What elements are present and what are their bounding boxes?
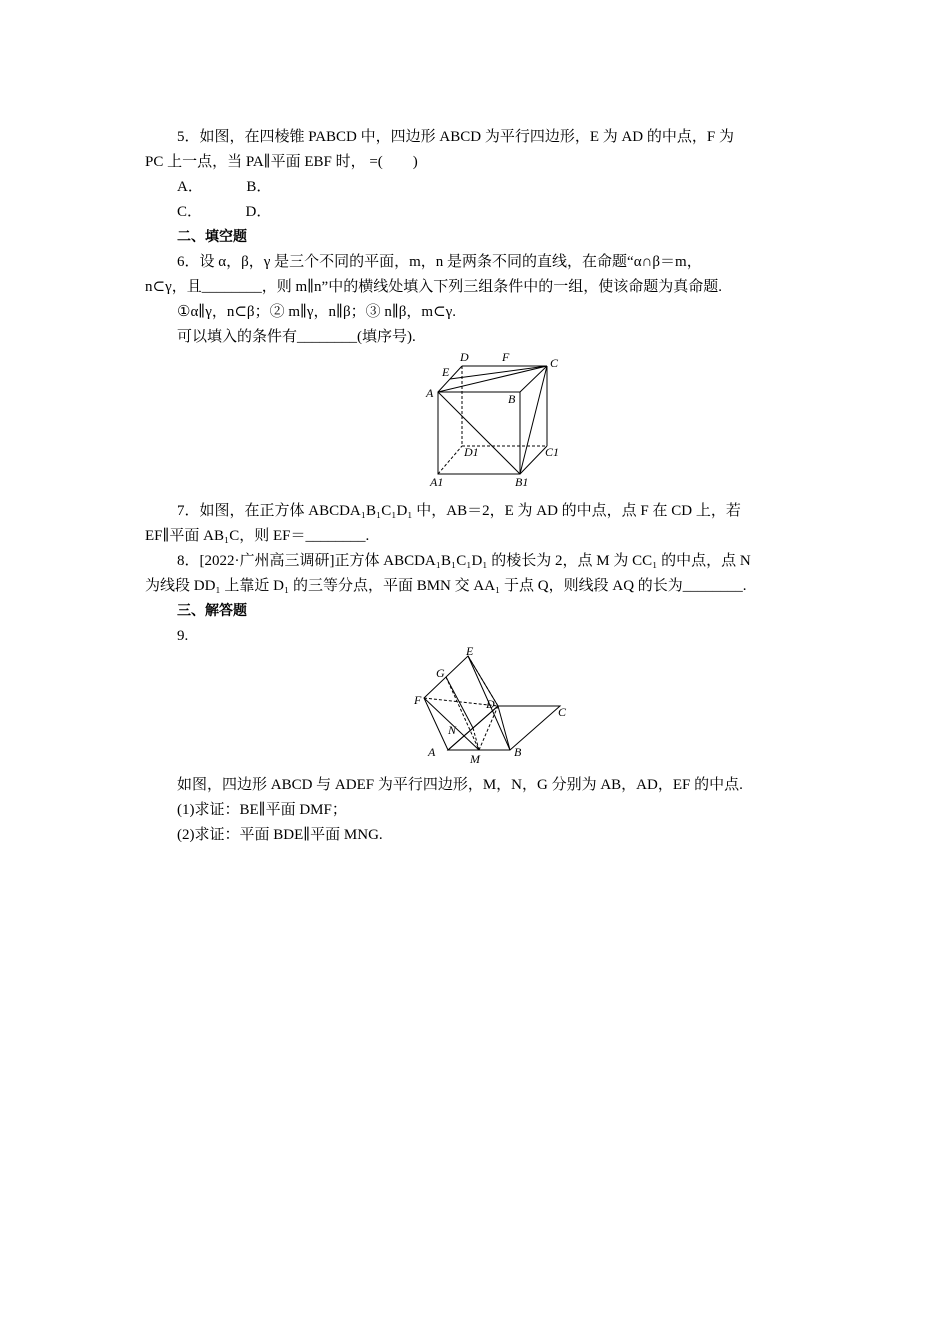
label-g: G xyxy=(436,666,445,680)
q5-line1: 5．如图，在四棱锥 PABCD 中，四边形 ABCD 为平行四边形，E 为 AD 的中点，F 为 xyxy=(177,129,734,145)
q7-line2: EF∥平面 AB₁C，则 EF＝________. xyxy=(145,528,370,544)
q5-option-c: C． xyxy=(177,204,203,220)
label-f: F xyxy=(502,350,510,364)
segment-cb1 xyxy=(520,366,547,474)
label-e: E xyxy=(442,365,450,379)
q8-line2: 为线段 DD₁ 上靠近 D₁ 的三等分点，平面 BMN 交 AA₁ 于点 Q，则线段 AQ 的长为________. xyxy=(145,578,747,594)
label-a: A xyxy=(428,745,436,759)
q7-line1: 7．如图，在正方体 ABCDA₁B₁C₁D₁ 中，AB＝2，E 为 AD 的中点，点 F 在 CD 上，若 xyxy=(177,503,741,519)
q5-option-a: A． xyxy=(177,179,203,195)
q5-option-d: D． xyxy=(245,204,272,220)
label-m: M xyxy=(470,752,480,766)
segment-md xyxy=(479,706,498,750)
label-n: N xyxy=(448,723,457,737)
q6-line1: 6．设 α，β，γ 是三个不同的平面，m，n 是两条不同的直线，在命题“α∩β＝m， xyxy=(177,254,702,270)
label-b: B xyxy=(514,745,522,759)
label-a: A xyxy=(426,386,434,400)
q8-line1: 8．[2022·广州高三调研]正方体 ABCDA₁B₁C₁D₁ 的棱长为 2，点 M 为 CC₁ 的中点，点 N xyxy=(177,553,751,569)
q9-number: 9. xyxy=(177,628,189,644)
label-a1: A1 xyxy=(430,475,444,489)
label-e: E xyxy=(466,646,474,658)
q9-line3: (2)求证：平面 BDE∥平面 MNG. xyxy=(177,827,383,843)
section-heading-fill-blank: 二、填空题 xyxy=(177,229,247,245)
label-c: C xyxy=(558,705,567,719)
label-c1: C1 xyxy=(545,445,560,459)
cube-hidden-a1d1 xyxy=(438,446,462,474)
label-b1: B1 xyxy=(515,475,529,489)
segment-ac xyxy=(438,366,547,392)
label-c: C xyxy=(550,356,559,370)
section-heading-answer: 三、解答题 xyxy=(177,603,247,619)
cube-edge-bc xyxy=(520,366,547,392)
label-d: D xyxy=(486,697,495,711)
segment-ef xyxy=(450,366,547,379)
q5-options-row1 xyxy=(177,177,842,197)
q9-line2: (1)求证：BE∥平面 DMF； xyxy=(177,802,347,818)
parallelogram-figure xyxy=(410,646,575,768)
label-b: B xyxy=(508,392,516,406)
cube-figure xyxy=(420,346,570,494)
label-f: F xyxy=(414,693,422,707)
q6-line2: n⊂γ，且________，则 m∥n”中的横线处填入下列三组条件中的一组，使该命题为真命题. xyxy=(145,279,722,295)
segment-gm xyxy=(446,677,479,750)
label-d: D xyxy=(460,350,469,364)
q9-line1: 如图，四边形 ABCD 与 ADEF 为平行四边形，M，N，G 分别为 AB，AD，EF 的中点. xyxy=(177,777,743,793)
q5-line2: PC 上一点，当 PA∥平面 EBF 时， =( ) xyxy=(145,154,418,170)
q5-options-row2 xyxy=(177,202,842,222)
q6-line3: ①α∥γ，n⊂β；② m∥γ，n∥β；③ n∥β，m⊂γ. xyxy=(177,304,457,320)
q6-line4: 可以填入的条件有________(填序号). xyxy=(177,329,416,345)
label-d1: D1 xyxy=(464,445,479,459)
q5-option-b: B． xyxy=(246,179,272,195)
cube-edge-b1c1 xyxy=(520,446,547,474)
